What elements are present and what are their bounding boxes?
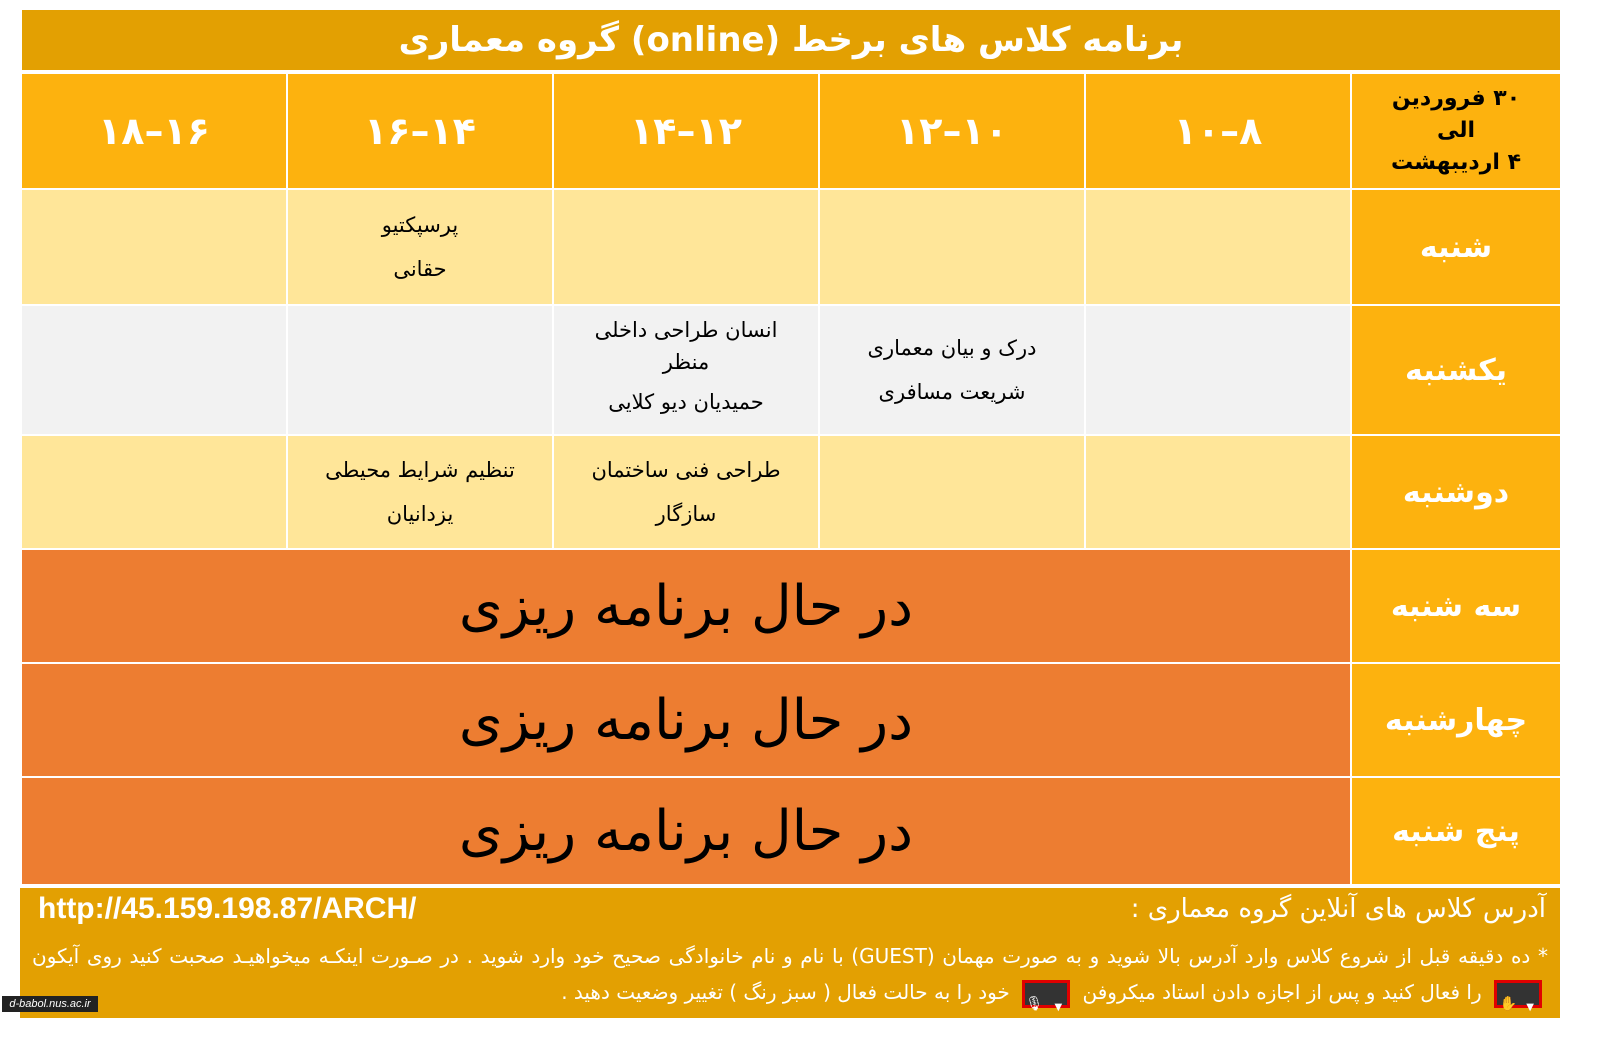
row-wednesday [21, 663, 1561, 777]
day-saturday: شنبه [1351, 189, 1561, 305]
time-slot-12-14: ۱۲–۱۴ [553, 73, 819, 189]
planning-thursday: در حال برنامه ریزی [21, 777, 1351, 885]
time-slot-14-16: ۱۴–۱۶ [287, 73, 553, 189]
header-row [21, 73, 1561, 189]
class-course: پرسپکتیو [381, 213, 459, 237]
class-teacher: حمیدیان دیو کلایی [608, 390, 764, 414]
cell-mon-8-10 [1085, 435, 1351, 549]
site-watermark-logo: d-babol.nus.ac.ir [2, 996, 98, 1012]
cell-sat-8-10 [1085, 189, 1351, 305]
class-teacher: حقانی [393, 257, 447, 281]
cell-sun-14-16 [287, 305, 553, 435]
microphone-icon: 🎙 ▼ [1022, 980, 1070, 1008]
time-slot-16-18: ۱۶–۱۸ [21, 73, 287, 189]
class-teacher: یزدانیان [386, 502, 454, 526]
note-text-2: را فعال کنید و پس از اجازه دادن استاد میکروفن [1082, 980, 1482, 1004]
cell-sun-12-14 [553, 305, 819, 435]
row-saturday [21, 189, 1561, 305]
cell-sat-10-12 [819, 189, 1085, 305]
cell-sat-12-14 [553, 189, 819, 305]
cell-mon-14-16 [287, 435, 553, 549]
cell-mon-16-18 [21, 435, 287, 549]
raise-hand-icon: ✋ ▼ [1494, 980, 1542, 1008]
cell-mon-10-12 [819, 435, 1085, 549]
footer-panel [20, 888, 1560, 1018]
note-text-3: خود را به حالت فعال ( سبز رنگ ) تغییر وضعیت دهید . [561, 980, 1010, 1004]
day-sunday: یکشنبه [1351, 305, 1561, 435]
row-sunday [21, 305, 1561, 435]
class-teacher: شریعت مسافری [878, 380, 1026, 404]
date-range-end: ۴ اردیبهشت [1390, 150, 1522, 175]
planning-wednesday: در حال برنامه ریزی [21, 663, 1351, 777]
schedule-table [20, 72, 1562, 886]
day-wednesday: چهارشنبه [1351, 663, 1561, 777]
row-monday [21, 435, 1561, 549]
time-slot-8-10: ۸–۱۰ [1085, 73, 1351, 189]
cell-mon-12-14 [553, 435, 819, 549]
time-slot-10-12: ۱۰–۱۲ [819, 73, 1085, 189]
cell-sat-16-18 [21, 189, 287, 305]
day-tuesday: سه شنبه [1351, 549, 1561, 663]
class-url-link[interactable]: http://45.159.198.87/ARCH/ [38, 892, 417, 925]
planning-tuesday: در حال برنامه ریزی [21, 549, 1351, 663]
cell-sun-8-10 [1085, 305, 1351, 435]
date-range-sep: الی [1436, 118, 1476, 143]
day-thursday: پنج شنبه [1351, 777, 1561, 885]
class-course: انسان طراحی داخلی [594, 318, 778, 342]
cell-sun-16-18 [21, 305, 287, 435]
page-title: برنامه کلاس های برخط (online) گروه معماری [22, 10, 1560, 70]
cell-sun-10-12 [819, 305, 1085, 435]
class-course: طراحی فنی ساختمان [591, 458, 781, 482]
cell-sat-14-16 [287, 189, 553, 305]
row-tuesday [21, 549, 1561, 663]
row-thursday [21, 777, 1561, 885]
date-range-cell [1351, 73, 1561, 189]
address-label: آدرس کلاس های آنلاین گروه معماری : [1130, 894, 1546, 924]
class-teacher: سازگار [655, 502, 717, 526]
day-monday: دوشنبه [1351, 435, 1561, 549]
date-range-start: ۳۰ فروردین [1391, 86, 1521, 111]
class-course: تنظیم شرایط محیطی [325, 458, 515, 482]
instructions-note [32, 938, 1548, 1013]
class-course-cont: منظر [662, 350, 710, 374]
class-course: درک و بیان معماری [867, 336, 1037, 360]
note-text-1: * ده دقیقه قبل از شروع کلاس وارد آدرس بالا شوید و به صورت مهمان (GUEST) با نام و نام خانوادگی صحیح خود وارد شوید . در صـورت اینکـه میخواهیـد صحبت کنید روی آیکون [32, 944, 1548, 968]
